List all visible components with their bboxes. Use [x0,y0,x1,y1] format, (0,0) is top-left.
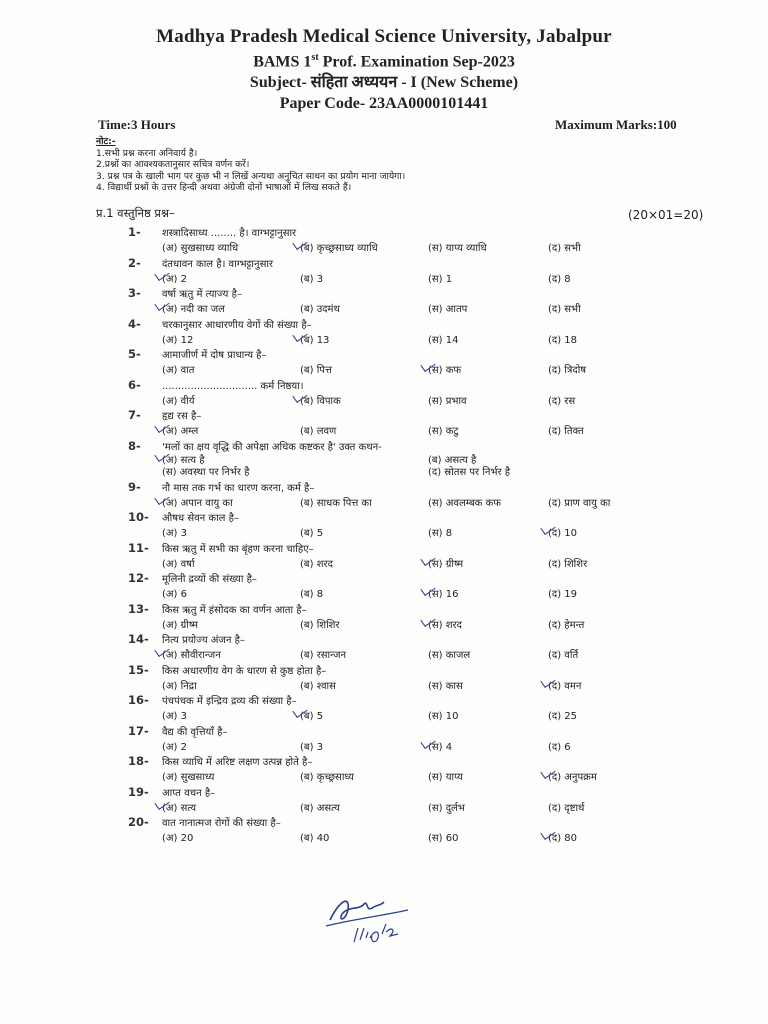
question-number: 17- [128,723,149,738]
option-text: (अ) अपान वायु का [162,497,233,509]
question-item [128,661,748,692]
maximum-marks: Maximum Marks:100 [555,117,677,132]
option-text: (स) शरद [428,619,462,631]
option-text: (ब) विपाक [300,395,341,407]
question-stem: किस ऋतु में हंसोदक का वर्णन आता है– [162,604,307,616]
option-4 [548,271,571,285]
time-allowed: Time:3 Hours [98,117,176,132]
option-2 [300,586,323,600]
option-text: (अ) 3 [162,711,187,722]
option-1 [162,708,187,722]
question-number: 14- [128,632,149,646]
option-4 [548,393,575,407]
option-2 [300,708,323,722]
option-2 [300,332,329,346]
option-text: (ब) 3 [300,741,324,753]
option-text: (स) कटु [428,426,459,437]
option-text: (अ) 3 [162,528,187,539]
option-text: (द) त्रिदोष [548,365,587,376]
option-text: (द) 80 [548,833,578,844]
option-2 [300,678,336,692]
option-4 [548,739,571,753]
question-number: 9- [128,479,141,494]
option-3 [428,769,463,783]
question-stem: हृद्य रस है– [162,411,202,422]
notes-heading: नोट:- [96,136,116,147]
exam-title: BAMS 1st Prof. Examination Sep-2023 [253,52,515,71]
option-text: (ब) 5 [300,711,324,722]
question-item [128,437,748,478]
option-text: (स) कफ [428,365,462,376]
question-stem: नित्य प्रयोज्य अंजन है– [162,635,245,646]
option-3 [162,464,250,478]
question-number: 1- [128,225,141,239]
subject-line: Subject- संहिता अध्ययन - I (New Scheme) [249,74,519,92]
option-text: (ब) पित्त [300,365,332,376]
option-1 [162,800,196,814]
option-1 [162,556,195,570]
option-text: (द) 10 [548,528,578,539]
option-text: (द) रस [548,395,576,407]
option-text: (स) काजल [428,650,471,661]
question-stem: किस ऋतु में सभी का बृंहण करना चाहिए– [162,543,314,555]
option-1 [162,586,187,600]
option-text: (ब) 40 [300,833,330,844]
question-number: 15- [128,662,149,677]
option-1 [162,332,193,346]
option-3 [428,423,458,437]
option-4 [548,647,578,661]
instructions [96,136,656,194]
question-stem: चरकानुसार आधारणीय वेगों की संख्या है– [162,319,312,331]
option-text: (अ) ग्रीष्म [162,619,198,631]
question-item [128,539,748,570]
option-3 [428,617,462,631]
option-3 [428,586,458,600]
option-4 [548,240,581,254]
option-text: (द) तिक्त [548,426,584,437]
option-1 [162,240,238,254]
option-text: (ब) 13 [300,334,330,346]
option-text: (स) आतप [428,304,468,315]
option-4 [548,556,587,570]
question-stem: वैद्य की वृत्तियाँ है– [162,726,228,738]
question-stem: 'मलों का क्षय वृद्धि की अपेक्षा अधिक कष्टकर है' उक्त कथन- [162,441,382,453]
question-number: 6- [128,377,141,392]
option-text: (द) अनुपक्रम [548,772,597,783]
option-4 [548,678,581,692]
option-text: (द) वर्ति [548,650,579,661]
option-4 [548,362,586,376]
option-4 [428,464,510,478]
question-stem: .............................. कर्म निष्ठया। [162,380,304,392]
option-text: (स) याप्य व्याधि [428,243,487,254]
option-text: (द) 18 [548,334,578,346]
option-2 [300,301,340,315]
option-text: (अ) 6 [162,589,187,600]
option-2 [300,769,354,783]
question-item [128,345,748,376]
question-item [128,223,748,254]
option-1 [162,617,198,631]
option-2 [300,525,323,539]
option-3 [428,800,465,814]
option-text: (अ) 20 [162,833,194,844]
question-stem: औषध सेवन काल है– [162,513,239,524]
option-text: (द) 19 [548,589,578,600]
option-4 [548,769,597,783]
option-3 [428,332,458,346]
option-text: (द) प्राण वायु का [548,497,611,509]
option-text: (द) शिशिर [548,558,588,570]
examiner-signature [320,880,420,950]
option-text: (स) 60 [428,833,459,844]
option-text: (द) दृष्टार्थ [548,802,585,814]
option-text: (अ) वर्षा [162,558,195,570]
question-item [128,254,748,285]
question-number: 7- [128,408,141,422]
option-text: (अ) सौवीरान्जन [162,650,221,661]
option-text: (द) स्रोतस पर निर्भर है [428,466,511,478]
option-text: (अ) वीर्य [162,395,195,407]
question-number: 3- [128,286,141,300]
note-line: 2.प्रश्नों का आवश्यकतानुसार सचित्र वर्णन करें। [96,159,250,170]
option-1 [162,769,214,783]
option-text: (अ) सुखसाध्य [162,772,215,783]
option-2 [300,647,346,661]
option-text: (अ) 2 [162,741,187,753]
question-list [128,223,748,844]
option-1 [162,301,225,315]
option-1 [162,393,195,407]
option-2 [300,830,329,844]
option-1 [162,647,221,661]
option-3 [428,678,463,692]
question-item [128,600,748,631]
option-4 [548,586,577,600]
option-3 [428,556,463,570]
option-text: (द) सभी [548,304,581,315]
option-text: (स) 8 [428,528,453,539]
note-line: 1.सभी प्रश्न करना अनिवार्य है। [96,147,198,159]
option-text: (ब) श्वास [300,680,336,692]
option-text: (अ) नदी का जल [162,304,225,315]
option-text: (स) दुर्लभ [428,802,465,814]
option-3 [428,525,452,539]
question-stem: आमाजीर्ण में दोष प्राधान्य है– [162,350,267,361]
question-item [128,284,748,315]
option-2 [300,556,333,570]
option-4 [548,800,584,814]
option-text: (स) 4 [428,741,453,753]
option-text: (अ) सत्य [162,802,197,814]
option-2 [300,393,341,407]
option-1 [162,525,187,539]
option-text: (स) अवलम्बक कफ [428,497,501,509]
question-number: 4- [128,316,141,331]
question-item [128,406,748,437]
option-4 [548,301,581,315]
option-1 [162,423,198,437]
option-text: (स) 1 [428,273,453,285]
option-4 [548,332,577,346]
option-4 [548,830,577,844]
option-4 [548,525,577,539]
question-stem: दंतधावन काल है। वाग्भट्टानुसार [162,258,274,270]
option-text: (ब) साधक पित्त का [300,497,372,509]
question-item [128,508,748,539]
question-number: 12- [128,571,149,585]
question-number: 20- [128,815,149,829]
option-text: (ब) असत्य है [428,454,477,466]
option-3 [428,301,467,315]
question-number: 2- [128,255,141,270]
question-item [128,478,748,509]
question-item [128,315,748,346]
question-number: 11- [128,540,149,555]
section-label: प्र.1 वस्तुनिष्ठ प्रश्न– [96,206,175,220]
option-text: (ब) लवण [300,426,337,437]
question-stem: किस व्याधि में अरिष्ट लक्षण उत्पन्न होते है– [162,757,313,768]
option-4 [548,495,610,509]
question-item [128,630,748,661]
question-item [128,691,748,722]
question-item [128,376,748,407]
option-text: (अ) अम्ल [162,426,199,437]
option-1 [162,830,193,844]
option-text: (ब) 3 [300,273,324,285]
option-text: (अ) सत्य है [162,454,205,466]
option-2 [300,423,336,437]
option-text: (अ) 12 [162,334,194,346]
option-3 [428,393,467,407]
option-2 [300,362,332,376]
option-text: (स) कास [428,680,463,692]
option-1 [162,271,187,285]
question-number: 13- [128,601,149,616]
option-text: (स) ग्रीष्म [428,558,464,570]
option-3 [428,240,487,254]
option-4 [548,423,584,437]
option-3 [428,739,452,753]
question-item [128,783,748,814]
question-number: 16- [128,693,149,707]
question-stem: पंचपंचक में इन्द्रिय द्रव्य की संख्या है– [162,696,297,707]
question-item [128,752,748,783]
option-text: (ब) असत्य [300,802,340,814]
option-text: (ब) रसान्जन [300,650,347,661]
option-3 [428,708,458,722]
university-name: Madhya Pradesh Medical Science University, Jabalpur [156,26,612,47]
question-stem: आप्त वचन है– [162,787,216,799]
option-text: (स) 10 [428,711,459,722]
option-text: (ब) उदमंथ [300,304,340,315]
question-stem: शस्त्रादिसाध्य ........ है। वाग्भट्टानुसार [162,228,297,239]
option-3 [428,495,501,509]
option-text: (स) प्रभाव [428,395,467,407]
option-2 [300,271,323,285]
question-item [128,569,748,600]
option-text: (ब) शरद [300,558,333,570]
question-stem: नौ मास तक गर्भ का धारण करना, कर्म है– [162,482,315,494]
option-4 [548,617,584,631]
option-text: (द) 8 [548,273,571,285]
exam-header [0,26,768,114]
option-text: (द) वमन [548,680,582,692]
option-text: (स) अवस्था पर निर्भर है [162,466,250,478]
note-line: 3. प्रश्न पत्र के खाली भाग पर कुछ भी न लिखें अन्यथा अनुचित साधन का प्रयोग माना जायेगा। [96,170,406,182]
option-1 [162,495,233,509]
option-1 [162,678,197,692]
question-number: 19- [128,784,149,799]
note-line: 4. विद्यार्थी प्रश्नों के उत्तर हिन्दी अथवा अंग्रेजी दोनों भाषाओं में लिख सकते हैं। [96,182,352,193]
option-1 [162,739,187,753]
option-text: (अ) सुखसाध्य व्याधि [162,243,239,254]
option-4 [548,708,577,722]
section-marks: (20×01=20) [628,208,704,222]
question-stem: वात नानात्मज रोगों की संख्या है– [162,818,281,829]
question-stem: मूलिनी द्रव्यों की संख्या है– [162,574,257,585]
option-text: (द) सभी [548,243,581,254]
option-text: (ब) शिशिर [300,619,340,631]
option-1 [162,362,194,376]
question-item [128,813,748,844]
question-stem: वर्षा ऋतु में त्याज्य है– [162,289,242,300]
option-text: (स) 14 [428,334,459,346]
option-text: (द) हेमन्त [548,619,585,631]
option-text: (द) 6 [548,741,571,753]
option-2 [300,617,340,631]
option-3 [428,362,461,376]
option-text: (ब) कृच्छ्रसाध्य [300,772,354,783]
option-text: (ब) 5 [300,528,324,539]
question-stem: किस अधारणीय वेग के धारण से कुष्ठ होता है– [162,665,327,677]
question-item [128,722,748,753]
question-number: 18- [128,754,149,768]
option-2 [300,800,340,814]
option-text: (अ) वात [162,365,195,376]
question-number: 5- [128,347,141,361]
option-text: (अ) 2 [162,273,187,285]
option-text: (स) याप्य [428,772,463,783]
option-3 [428,647,470,661]
option-2 [300,240,378,254]
question-number: 8- [128,438,141,453]
paper-code: Paper Code- 23AA0000101441 [279,95,489,113]
option-2 [300,739,323,753]
option-text: (स) 16 [428,589,459,600]
option-text: (द) 25 [548,711,578,722]
option-3 [428,830,458,844]
option-text: (अ) निद्रा [162,680,197,692]
option-2 [300,495,372,509]
option-text: (ब) कृच्छ्रसाध्य व्याधि [300,243,378,254]
question-number: 10- [128,510,149,524]
option-3 [428,271,452,285]
option-text: (ब) 8 [300,589,324,600]
